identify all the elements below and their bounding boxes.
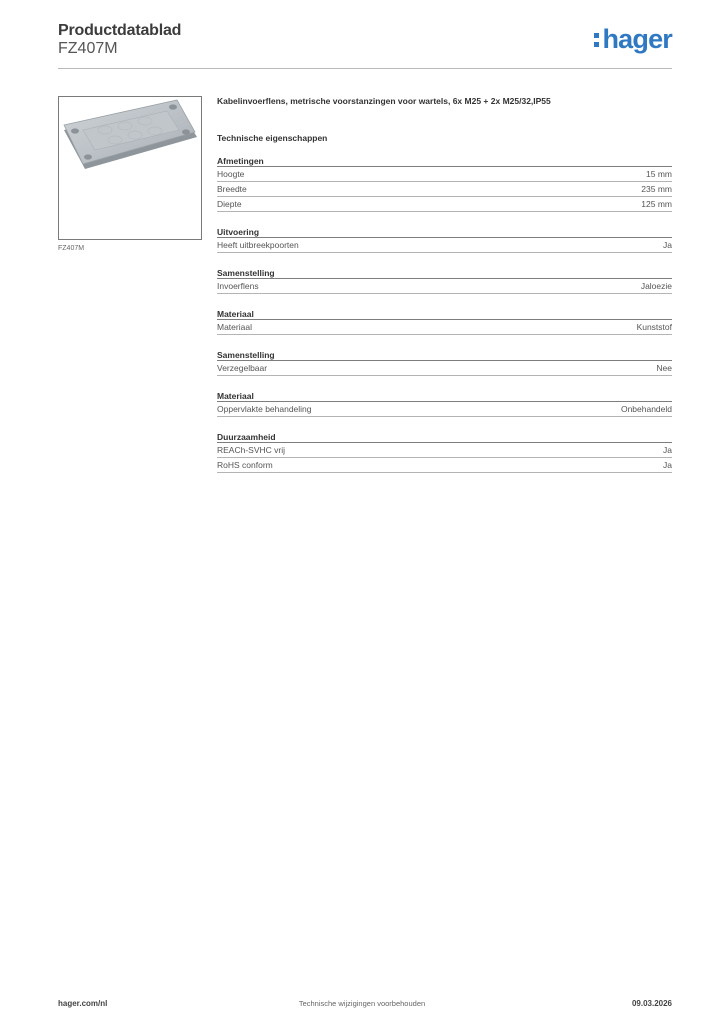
spec-label: Oppervlakte behandeling [217, 404, 312, 414]
spec-value: Ja [663, 460, 672, 470]
section-title: Samenstelling [217, 349, 672, 361]
section-title: Samenstelling [217, 267, 672, 279]
spec-value: 235 mm [641, 184, 672, 194]
spec-label: REACh-SVHC vrij [217, 445, 286, 455]
logo-dots-icon [594, 33, 599, 51]
spec-label: Materiaal [217, 322, 252, 332]
spec-label: Heeft uitbreekpoorten [217, 240, 299, 250]
logo-text: hager [602, 24, 672, 54]
spec-label: Invoerflens [217, 281, 259, 291]
spec-value: Jaloezie [640, 281, 672, 291]
section-title: Duurzaamheid [217, 431, 672, 443]
spec-value: Nee [656, 363, 672, 373]
product-code: FZ407M [58, 40, 118, 57]
footer-date: 09.03.2026 [631, 999, 672, 1008]
technical-heading: Technische eigenschappen [217, 133, 328, 143]
spec-section-materiaal [217, 308, 672, 335]
section-title: Materiaal [217, 308, 672, 320]
product-description: Kabelinvoerflens, metrische voorstanzingen voor wartels, 6x M25 + 2x M25/32,IP55 [217, 96, 551, 106]
header-divider [58, 68, 672, 69]
spec-row [217, 197, 672, 212]
product-specs [217, 96, 672, 473]
spec-section-samenstelling-2 [217, 349, 672, 376]
section-title: Uitvoering [217, 226, 672, 238]
spec-label: Hoogte [217, 169, 245, 179]
spec-label: Verzegelbaar [217, 363, 268, 373]
spec-section-afmetingen [217, 155, 672, 212]
hager-logo [594, 26, 672, 53]
spec-section-duurzaamheid [217, 431, 672, 473]
spec-value: Kunststof [636, 322, 672, 332]
spec-label: Breedte [217, 184, 247, 194]
spec-row [217, 443, 672, 458]
spec-label: Diepte [217, 199, 242, 209]
footer-disclaimer: Technische wijzigingen voorbehouden [298, 999, 426, 1008]
spec-row [217, 402, 672, 417]
spec-row [217, 320, 672, 335]
spec-label: RoHS conform [217, 460, 273, 470]
section-title: Afmetingen [217, 155, 672, 167]
spec-row [217, 458, 672, 473]
spec-section-materiaal-2 [217, 390, 672, 417]
spec-value: 125 mm [641, 199, 672, 209]
spec-row [217, 279, 672, 294]
spec-value: 15 mm [646, 169, 672, 179]
spec-value: Ja [663, 445, 672, 455]
spec-row [217, 167, 672, 182]
spec-section-uitvoering [217, 226, 672, 253]
spec-value: Onbehandeld [620, 404, 672, 414]
spec-row [217, 238, 672, 253]
spec-row [217, 182, 672, 197]
section-title: Materiaal [217, 390, 672, 402]
product-image-caption: FZ407M [58, 245, 85, 252]
spec-section-samenstelling [217, 267, 672, 294]
cable-entry-plate-image [59, 97, 201, 239]
footer-website-link[interactable]: hager.com/nl [58, 999, 108, 1008]
spec-value: Ja [663, 240, 672, 250]
page-title: Productdatablad [58, 22, 182, 39]
product-image-frame [58, 96, 202, 240]
spec-row [217, 361, 672, 376]
